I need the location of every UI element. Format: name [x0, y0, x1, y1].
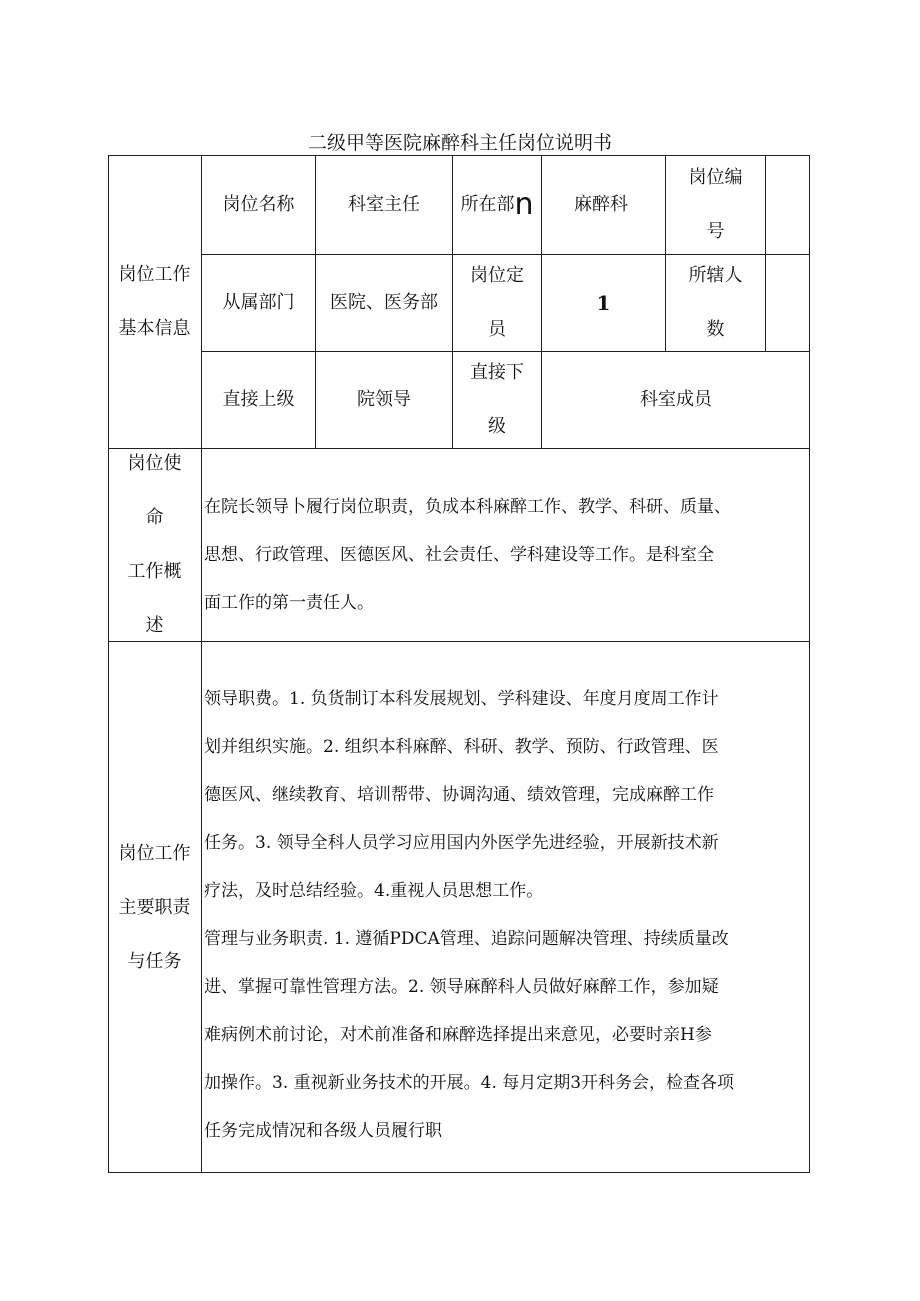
- parent-dept-value: 医院、医务部: [330, 292, 438, 313]
- subordinates-count-value: [766, 255, 810, 351]
- duties-label: 岗位工作 主要职责 与任务: [118, 842, 191, 972]
- department-value: 麻醉科: [574, 193, 628, 215]
- direct-subordinate-value: 科室成员: [640, 389, 712, 410]
- duties-text: 领导职费。1. 负货制订本科发展规划、学科建设、年度月度周工作计 划并组织实施。2. 组织本科麻醉、科研、教学、预防、行政管理、医 德医风、继续教育、培训帮带、协调沟通、绩效管理，完成麻醉工作 任务。3. 领导全科人员学习应用国内外医学先进经验，开展新技术新 疗法，及时总结经验。4.重视人员思想工作。 管理与业务职责. 1. 遵循PDCA管理、追踪问题解决管理、持续质量改 进、掌握可靠性管理方法。2. 领导麻醉科人员做好麻醉工作，参加疑 难病例术前讨论，对术前准备和麻醉选择提出来意见，必要时亲H参 加操作。3. 重视新业务技术的开展。4. 每月定期3开科务会，检查各项 任务完成情况和各级人员履行职: [204, 689, 735, 1141]
- parent-dept-label: 从属部门: [222, 292, 295, 313]
- position-name-label: 岗位名称: [222, 193, 295, 215]
- mission-text: 在院长领导卜履行岗位职责，负成本科麻醉工作、教学、科研、质量、 思想、行政管理、医德医风、社会责任、学科建设等工作。是科室全 面工作的第一责任人。: [204, 497, 731, 613]
- page-title: 二级甲等医院麻醉科主任岗位说明书: [307, 132, 612, 154]
- position-code-label: 岗位编 号: [688, 166, 743, 242]
- headcount-value: 1: [596, 291, 611, 315]
- position-code-value: [766, 155, 810, 254]
- headcount-label: 岗位定 员: [470, 265, 524, 340]
- section-divider: [108, 641, 810, 642]
- position-name-value: 科室主任: [348, 193, 420, 215]
- direct-subordinate-label: 直接下 级: [470, 362, 524, 437]
- section-divider: [108, 448, 810, 449]
- department-label: 所在部 n: [460, 186, 534, 222]
- basic-info-label: 岗位工作 基本信息: [118, 263, 191, 339]
- mission-label: 岗位使 命 工作概 述: [127, 453, 182, 636]
- direct-superior-label: 直接上级: [222, 389, 295, 410]
- direct-superior-value: 院领导: [357, 389, 411, 410]
- subordinates-count-label: 所辖人 数: [688, 265, 743, 340]
